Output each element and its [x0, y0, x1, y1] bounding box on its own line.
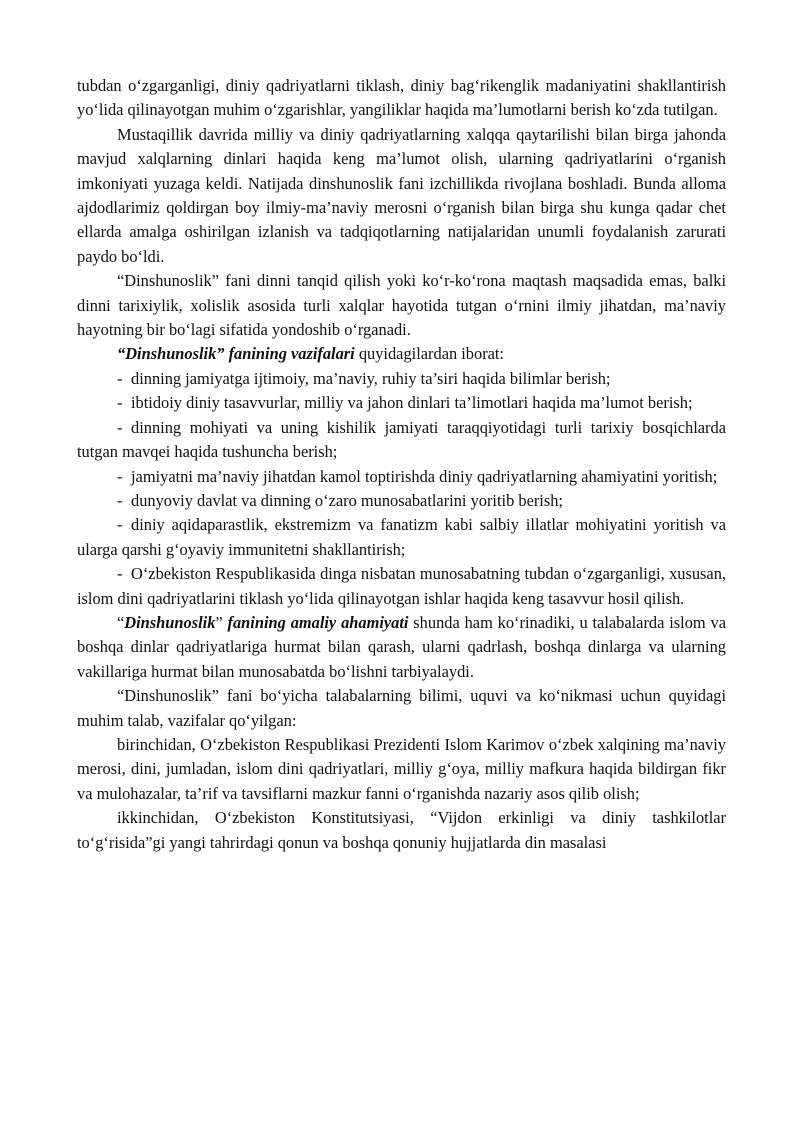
list-item	[77, 465, 726, 489]
list-item-text: dinning mohiyati va uning kishilik jamiyati taraqqiyotidagi turli tarixiy bosqichlarda tutgan mavqei haqida tushuncha berish;	[77, 417, 726, 462]
paragraph-independence-period: Mustaqillik davrida milliy va diniy qadriyatlarning xalqqa qaytarilishi bilan birga jahonda mavjud xalqlarning dinlari haqida keng ma’lumot olish, ularning qadriyatlarini o‘rganish imkoniyati yuzaga keldi. Natijada dinshunoslik fani izchillikda rivojlana boshladi. Bunda alloma ajdodlarimiz qoldirgan boy ilmiy-ma’naviy merosni o‘rganish bilan birga shu kunga qadar chet ellarda amalga oshirilgan izlanish va tadqiqotlarning natijalaridan unumli foydalanish zarurati paydo bo‘ldi.	[77, 124, 726, 266]
practical-importance-rest: shunda ham ko‘rinadiki, u talabalarda islom va boshqa dinlar qadriyatlariga hurmat bilan qarash, ularni qadrlash, boshqa dinlarga va ularning vakillariga hurmat bilan munosabatda bo‘lishni tarbiyalaydi.	[77, 612, 726, 681]
list-item	[77, 416, 726, 465]
list-item-text: dinning jamiyatga ijtimoiy, ma’naviy, ruhiy ta’siri haqida bilimlar berish;	[131, 368, 611, 388]
paragraph-tasks-heading	[77, 342, 726, 366]
dash-marker: -	[117, 466, 123, 486]
paragraph-intro-continuation: tubdan o‘zgarganligi, diniy qadriyatlarni tiklash, diniy bag‘rikenglik madaniyatini shakllantirish yo‘lida qilinayotgan muhim o‘zgarishlar, yangiliklar haqida ma’lumotlarni berish ko‘zda tutilgan.	[77, 76, 726, 120]
dash-marker: -	[117, 368, 123, 388]
paragraph-practical-importance	[77, 611, 726, 684]
tasks-heading-bold: “Dinshunoslik” fanining vazifalari	[117, 344, 355, 364]
list-item	[77, 513, 726, 562]
paragraph-requirements: “Dinshunoslik” fani bo‘yicha talabalarning bilimi, uquvi va ko‘nikmasi uchun quyidagi muhim talab, vazifalar qo‘yilgan:	[77, 686, 726, 730]
list-item-text: O‘zbekiston Respublikasida dinga nisbatan munosabatning tubdan o‘zgarganligi, xususan, islom dini qadriyatlarini tiklash yo‘lida qilinayotgan ishlar haqida keng tasavvur hosil qilish.	[77, 564, 726, 608]
dash-marker: -	[117, 490, 123, 510]
list-item-text: dunyoviy davlat va dinning o‘zaro munosabatlarini yoritib berish;	[131, 490, 563, 510]
dash-marker: -	[117, 417, 123, 437]
list-item-text: ibtidoiy diniy tasavvurlar, milliy va jahon dinlari ta’limotlari haqida ma’lumot berish;	[131, 393, 693, 413]
paragraph-second: ikkinchidan, O‘zbekiston Konstitutsiyasi, “Vijdon erkinligi va diniy tashkilotlar to‘g‘risida”gi yangi tahrirdagi qonun va boshqa qonuniy hujjatlarda din masalasi	[77, 808, 726, 852]
list-item-text: jamiyatni ma’naviy jihatdan kamol toptirishda diniy qadriyatlarning ahamiyatini yoritish;	[131, 466, 718, 486]
dash-marker: -	[117, 515, 123, 535]
dash-marker: -	[117, 564, 123, 584]
quote-close: ”	[215, 612, 228, 632]
list-item	[77, 367, 726, 391]
list-item-text: diniy aqidaparastlik, ekstremizm va fanatizm kabi salbiy illatlar mohiyatini yoritish va ularga qarshi g‘oyaviy immunitetni shakllantirish;	[77, 515, 726, 559]
practical-importance-bold: fanining amaliy ahamiyati	[227, 612, 409, 632]
list-item	[77, 391, 726, 415]
quote-open: “	[117, 612, 125, 632]
dash-marker: -	[117, 393, 123, 413]
paragraph-subject-approach: “Dinshunoslik” fani dinni tanqid qilish yoki ko‘r-ko‘rona maqtash maqsadida emas, balki dinni tarixiylik, xolislik asosida turli xalqlar hayotida tutgan o‘rnini ilmiy jihatdan, ma’naviy hayotning bir bo‘lagi sifatida yondoshib o‘rganadi.	[77, 271, 726, 340]
list-item	[77, 562, 726, 611]
tasks-heading-rest: quyidagilardan iborat:	[354, 344, 505, 364]
term-dinshunoslik: Dinshunoslik	[124, 612, 216, 632]
paragraph-first: birinchidan, O‘zbekiston Respublikasi Prezidenti Islom Karimov o‘zbek xalqining ma’naviy merosi, dini, jumladan, islom dini qadriyatlari, milliy g‘oya, milliy mafkura haqida bildirgan fikr va mulohazalar, ta’rif va tavsiflarni mazkur fanni o‘rganishda nazariy asos qilib olish;	[77, 734, 726, 803]
document-page	[77, 74, 726, 855]
list-item	[77, 489, 726, 513]
